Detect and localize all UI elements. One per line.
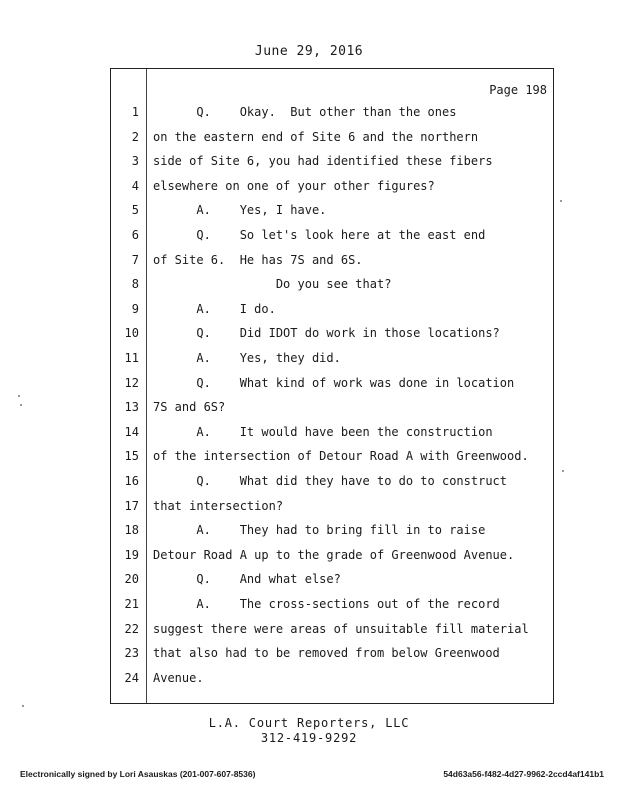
transcript-line [111, 179, 555, 204]
transcript-line [111, 499, 555, 524]
transcript-line [111, 474, 555, 499]
page-date: June 29, 2016 [254, 44, 364, 59]
scan-speck [18, 395, 20, 397]
line-text: Q. What did they have to do to construct [153, 474, 508, 488]
line-number: 24 [124, 670, 139, 685]
line-number: 10 [124, 326, 139, 341]
line-text: of the intersection of Detour Road A with Greenwood. [153, 449, 529, 464]
line-number: 17 [124, 498, 139, 513]
line-text: that also had to be removed from below Greenwood [153, 646, 500, 661]
scan-speck [22, 705, 24, 707]
line-text: A. It would have been the construction [153, 424, 493, 439]
line-text: of Site 6. He has 7S and 6S. [153, 252, 363, 267]
line-text: that intersection? [153, 498, 284, 513]
line-number: 8 [131, 277, 139, 292]
line-number: 14 [124, 424, 139, 439]
line-number: 7 [131, 252, 139, 267]
transcript-line [111, 326, 555, 351]
transcript-line [111, 597, 555, 622]
transcript-line [111, 449, 555, 474]
transcript-line [111, 646, 555, 671]
line-text: Q. So let's look here at the east end [153, 228, 486, 242]
transcript-frame [110, 68, 554, 704]
line-text: elsewhere on one of your other figures? [153, 178, 435, 193]
scan-speck [20, 404, 22, 406]
transcript-line [111, 228, 555, 253]
transcript-line [111, 351, 555, 376]
line-number: 18 [124, 523, 139, 538]
line-number: 23 [124, 646, 139, 661]
line-text: Q. What kind of work was done in location [153, 375, 515, 390]
line-text: A. Yes, I have. [153, 203, 327, 218]
transcript-line [111, 376, 555, 401]
line-text: Avenue. [153, 670, 204, 685]
transcript-line [111, 548, 555, 573]
transcript-line [111, 203, 555, 228]
transcript-line [111, 130, 555, 155]
line-number: 6 [131, 228, 139, 242]
line-text: 7S and 6S? [153, 400, 226, 415]
line-number: 2 [131, 129, 139, 144]
transcript-line [111, 523, 555, 548]
transcript-line [111, 671, 555, 696]
transcript-line [111, 302, 555, 327]
line-number: 1 [131, 105, 139, 119]
line-number: 5 [131, 203, 139, 218]
line-text: Q. And what else? [153, 572, 341, 587]
court-reporter-phone: 312-419-9292 [260, 731, 358, 745]
line-number: 16 [124, 474, 139, 488]
line-number: 9 [131, 301, 139, 316]
scan-speck [560, 200, 562, 202]
transcript-line [111, 572, 555, 597]
line-text: on the eastern end of Site 6 and the northern [153, 129, 479, 144]
line-number: 11 [124, 351, 139, 365]
electronic-signature: Electronically signed by Lori Asauskas (201-007-607-8536) [20, 769, 256, 779]
line-number: 20 [124, 572, 139, 587]
transcript-line [111, 253, 555, 278]
line-text: side of Site 6, you had identified these fibers [153, 154, 493, 169]
line-text: Q. Okay. But other than the ones [153, 105, 457, 119]
transcript-line [111, 622, 555, 647]
line-number: 4 [131, 178, 139, 193]
page-number: Page 198 [489, 83, 547, 97]
transcript-line [111, 105, 555, 130]
court-reporter-name: L.A. Court Reporters, LLC [208, 716, 410, 730]
line-text: A. The cross-sections out of the record [153, 597, 500, 611]
line-text: A. They had to bring fill in to raise [153, 523, 486, 538]
transcript-line [111, 277, 555, 302]
transcript-line [111, 154, 555, 179]
line-text: A. Yes, they did. [153, 351, 341, 365]
transcript-line [111, 400, 555, 425]
line-text: Do you see that? [153, 277, 392, 292]
line-text: Q. Did IDOT do work in those locations? [153, 326, 500, 341]
line-text: A. I do. [153, 301, 276, 316]
line-number: 12 [124, 375, 139, 390]
line-text: suggest there were areas of unsuitable fill material [153, 621, 529, 636]
line-number: 3 [131, 154, 139, 169]
line-text: Detour Road A up to the grade of Greenwood Avenue. [153, 547, 515, 562]
scan-speck [562, 470, 564, 472]
line-number: 13 [124, 400, 139, 415]
transcript-line [111, 425, 555, 450]
line-number: 22 [124, 621, 139, 636]
line-number: 19 [124, 547, 139, 562]
line-number: 15 [124, 449, 139, 464]
line-number: 21 [124, 597, 139, 611]
document-hash: 54d63a56-f482-4d27-9962-2ccd4af141b1 [443, 769, 604, 779]
